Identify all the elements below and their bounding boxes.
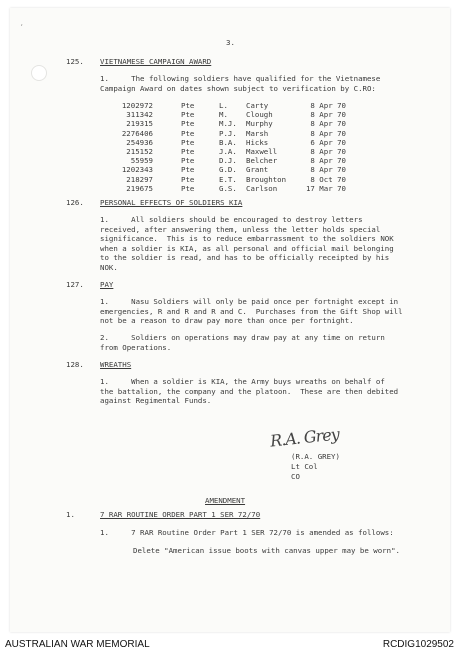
award-cell-no: 219315 [126, 119, 153, 129]
award-cell-rank: Pte [181, 101, 195, 110]
award-cell-date: 8 Apr 70 [310, 119, 346, 129]
award-cell-no: 1202343 [121, 165, 153, 175]
paper-mark: , [20, 20, 24, 27]
award-cell-no: 219675 [126, 183, 153, 193]
award-cell-init: D.J. [219, 156, 237, 166]
award-cell-rank: Pte [181, 156, 195, 166]
award-cell-init: J.A. [219, 147, 237, 156]
section-126-number: 126. [66, 198, 84, 207]
award-cell-rank: Pte [181, 147, 195, 156]
award-cell-date: 8 Apr 70 [310, 110, 346, 120]
award-cell-date: 6 Apr 70 [310, 137, 346, 147]
award-cell-rank: Pte [181, 165, 195, 175]
award-cell-name: Carlson [246, 183, 278, 193]
section-127-number: 127. [66, 280, 84, 289]
award-cell-date: 8 Apr 70 [310, 165, 346, 175]
section-126-title: PERSONAL EFFECTS OF SOLDIERS KIA [100, 198, 243, 207]
section-125-title: VIETNAMESE CAMPAIGN AWARD [100, 57, 212, 66]
page-number: 3. [226, 38, 235, 47]
award-cell-rank: Pte [181, 174, 195, 184]
section-125-number: 125. [66, 57, 84, 66]
award-cell-rank: Pte [181, 119, 195, 129]
award-cell-init: P.J. [219, 128, 237, 138]
award-cell-no: 55959 [130, 156, 153, 166]
award-cell-init: E.T. [219, 174, 237, 184]
footer-institution: AUSTRALIAN WAR MEMORIAL [5, 639, 150, 650]
section-128-number: 128. [66, 360, 84, 369]
award-cell-date: 8 Oct 70 [310, 174, 346, 184]
handwritten-signature: R.A. Grey [269, 424, 340, 451]
punch-hole [31, 65, 47, 81]
section-125-para-1: 1. The following soldiers have qualified for the Vietnamese Campaign Award on dates shown subject to verification by C.RO: [100, 74, 381, 93]
award-cell-name: Maxwell [246, 147, 278, 156]
amendment-heading: AMENDMENT [205, 496, 246, 505]
section-128-para-1: 1. When a soldier is KIA, the Army buys wreaths on behalf of the battalion, the company and the platoon. These are then debited against Regimental Funds. [100, 377, 399, 406]
section-126-para-1: 1. All soldiers should be encouraged to destroy letters received, after answering them, unless the letter holds special significance. This is to reduce embarrassment to the soldiers NOK when a soldier is KIA, as all personal and official mail belonging to the soldier is read, and has to be officially receipted by his NOK. [100, 215, 394, 272]
award-cell-rank: Pte [181, 137, 195, 147]
signatory-role: CO [291, 472, 300, 481]
award-cell-init: M.J. [219, 119, 237, 129]
award-cell-date: 8 Apr 70 [310, 101, 346, 110]
award-cell-name: Hicks [246, 137, 269, 147]
section-128-title: WREATHS [100, 360, 132, 369]
award-cell-no: 218297 [126, 174, 153, 184]
award-cell-name: Marsh [246, 128, 269, 138]
award-cell-date: 17 Mar 70 [305, 183, 346, 193]
award-cell-init: G.S. [219, 183, 237, 193]
award-cell-init: L. [219, 101, 228, 110]
award-cell-name: Grant [246, 165, 269, 175]
award-cell-no: 215152 [126, 147, 153, 156]
amendment-para-2: Delete "American issue boots with canvas upper may be worn". [133, 546, 400, 555]
award-cell-name: Broughton [246, 174, 287, 184]
footer-reference: RCDIG1029502 [382, 639, 454, 650]
award-cell-rank: Pte [181, 110, 195, 120]
award-cell-name: Clough [246, 110, 273, 120]
amendment-para-1: 1. 7 RAR Routine Order Part 1 SER 72/70 is amended as follows: [100, 528, 394, 537]
award-cell-rank: Pte [181, 183, 195, 193]
signatory-name: (R.A. GREY) [291, 452, 340, 461]
award-cell-name: Carty [246, 101, 269, 110]
amendment-title: 7 RAR ROUTINE ORDER PART 1 SER 72/70 [100, 510, 261, 519]
award-cell-name: Belcher [246, 156, 278, 166]
award-cell-date: 8 Apr 70 [310, 147, 346, 156]
award-cell-init: B.A. [219, 137, 237, 147]
award-cell-name: Murphy [246, 119, 273, 129]
award-cell-date: 8 Apr 70 [310, 128, 346, 138]
signatory-rank: Lt Col [291, 462, 318, 471]
award-cell-no: 2276406 [121, 128, 153, 138]
section-127-para-1: 1. Nasu Soldiers will only be paid once per fortnight except in emergencies, R and R and R and C. Purchases from the Gift Shop will not be a reason to draw pay more than once per fortnight. [100, 297, 403, 326]
award-cell-no: 1202972 [121, 101, 153, 110]
award-cell-init: M. [219, 110, 228, 120]
award-cell-init: G.D. [219, 165, 237, 175]
amendment-number: 1. [66, 510, 75, 519]
award-cell-rank: Pte [181, 128, 195, 138]
award-cell-no: 311342 [126, 110, 153, 120]
award-cell-no: 254936 [126, 137, 153, 147]
award-cell-date: 8 Apr 70 [310, 156, 346, 166]
section-127-para-2: 2. Soldiers on operations may draw pay at any time on return from Operations. [100, 333, 385, 352]
archive-footer [0, 636, 460, 653]
section-127-title: PAY [100, 280, 114, 289]
